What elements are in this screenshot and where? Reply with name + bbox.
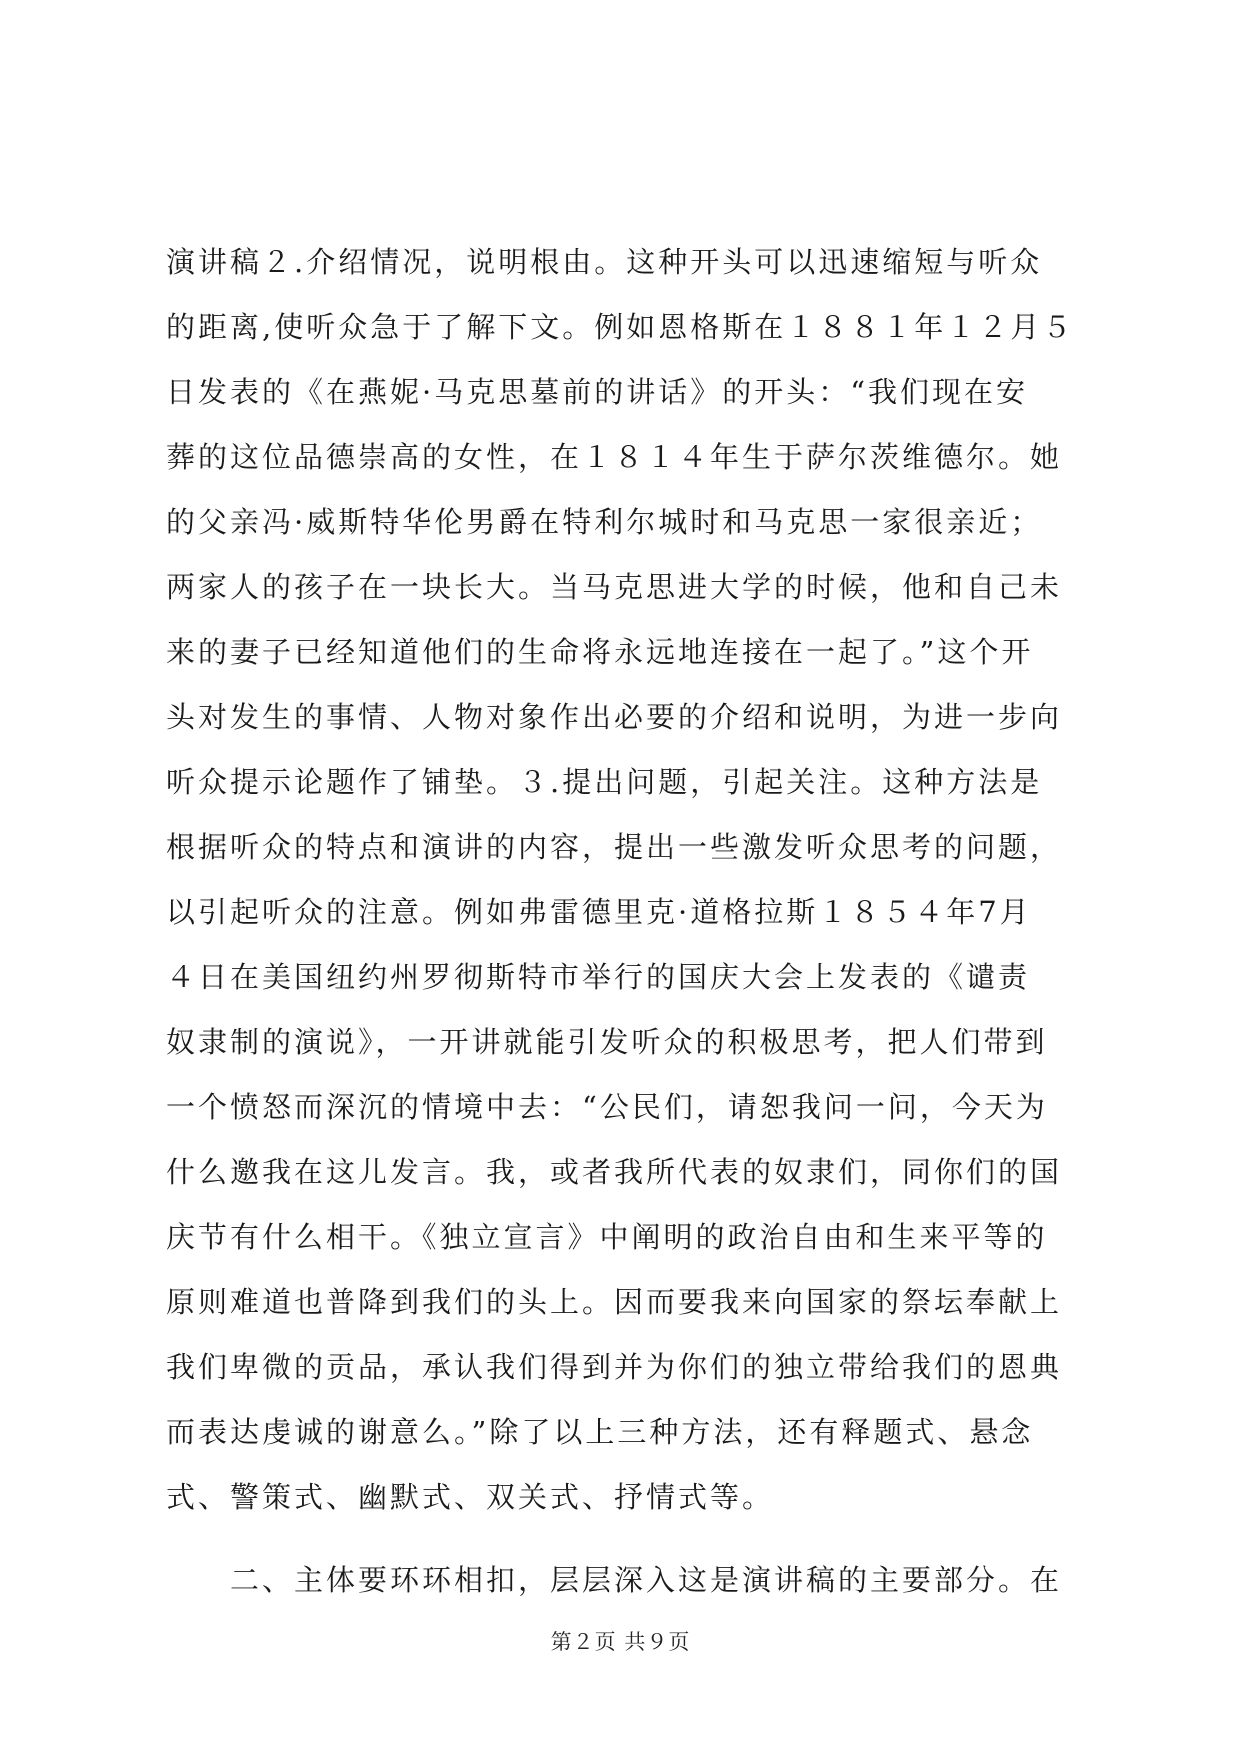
page-number: 第２页 共９页 xyxy=(550,1630,691,1654)
text-line: 头对发生的事情、人物对象作出必要的介绍和说明，为进一步向 xyxy=(166,700,1063,734)
text-line: 原则难道也普降到我们的头上。因而要我来向国家的祭坛奉献上 xyxy=(166,1285,1063,1319)
body-text xyxy=(166,230,1076,1613)
text-line: 庆节有什么相干。《独立宣言》中阐明的政治自由和生来平等的 xyxy=(166,1220,1048,1254)
text-line: 我们卑微的贡品，承认我们得到并为你们的独立带给我们的恩典 xyxy=(166,1350,1063,1384)
text-line: 式、警策式、幽默式、双关式、抒情式等。 xyxy=(166,1480,775,1514)
text-line: 葬的这位品德崇高的女性，在１８１４年生于萨尔茨维德尔。她 xyxy=(166,440,1063,474)
text-line: 奴隶制的演说》，一开讲就能引发听众的积极思考，把人们带到 xyxy=(166,1025,1048,1059)
text-line: 一个愤怒而深沉的情境中去：“公民们，请恕我问一问，今天为 xyxy=(166,1090,1048,1124)
text-line: 日发表的《在燕妮·马克思墓前的讲话》的开头：“我们现在安 xyxy=(166,375,1029,409)
text-line: ４日在美国纽约州罗彻斯特市举行的国庆大会上发表的《谴责 xyxy=(166,960,1031,994)
paragraph-heading-line: 二、主体要环环相扣，层层深入这是演讲稿的主要部分。在 xyxy=(230,1563,1063,1597)
text-line: 什么邀我在这儿发言。我，或者我所代表的奴隶们，同你们的国 xyxy=(166,1155,1063,1189)
text-line: 两家人的孩子在一块长大。当马克思进大学的时候，他和自己未 xyxy=(166,570,1063,604)
text-line: 而表达虔诚的谢意么。”除了以上三种方法，还有释题式、悬念 xyxy=(166,1415,1034,1449)
text-line: 听众提示论题作了铺垫。３.提出问题，引起关注。这种方法是 xyxy=(166,765,1043,799)
text-line: 根据听众的特点和演讲的内容，提出一些激发听众思考的问题， xyxy=(166,830,1063,864)
text-line: 来的妻子已经知道他们的生命将永远地连接在一起了。”这个开 xyxy=(166,635,1034,669)
text-line: 演讲稿２.介绍情况，说明根由。这种开头可以迅速缩短与听众 xyxy=(166,245,1043,279)
text-line: 的父亲冯·威斯特华伦男爵在特利尔城时和马克思一家很亲近； xyxy=(166,505,1043,539)
text-line: 的距离,使听众急于了解下文。例如恩格斯在１８８１年１２月５ xyxy=(166,310,1075,344)
text-line: 以引起听众的注意。例如弗雷德里克·道格拉斯１８５４年7月 xyxy=(166,895,1032,929)
paragraph-gap xyxy=(166,1530,1076,1548)
